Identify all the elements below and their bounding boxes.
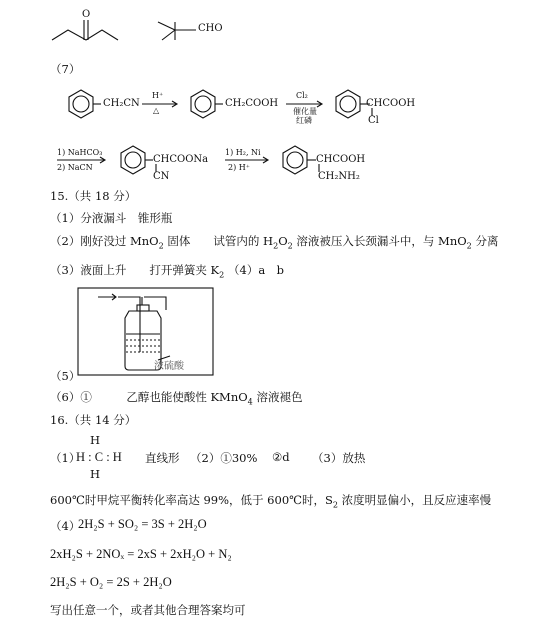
arrow-2-reagent: Cl₂ (296, 91, 308, 100)
substance-3-substituent: Cl (368, 115, 379, 126)
item-7-label: （7） (50, 62, 81, 76)
equation-3: 2H₂S + O₂ = 2S + 2H₂O (50, 575, 172, 589)
q15-answer-2: （2）刚好没过 MnO$_2$ 固体 试管内的 $H_2O_2$ 溶液被压入长颈漏斗中，与 MnO$_2$ 分离 (50, 234, 499, 251)
benzene-ring-1 (69, 90, 101, 118)
arrow-4-step1: 1) H₂, Ni (225, 148, 261, 157)
q16-answer-3: （3）放热 (312, 451, 366, 465)
arrow-3-step1: 1) NaHCO₃ (57, 148, 103, 157)
substance-2-group: CH₂COOH (225, 98, 279, 109)
lewis-structure: H : C : H (76, 450, 122, 464)
arrow-4-step2: 2) H⁺ (228, 163, 250, 172)
q16-answer-1-label: （1） (50, 451, 81, 465)
q16-answer-2: （2）①30% (190, 451, 258, 465)
lewis-top-h: H (90, 433, 101, 447)
benzene-ring-4 (121, 146, 156, 174)
arrow-1 (142, 101, 177, 107)
arrow-1-condition: △ (153, 106, 160, 115)
q15-answer-3: （3）液面上升 打开弹簧夹 $K_2$ (50, 263, 225, 280)
lewis-bottom-h: H (90, 467, 101, 481)
pivaldehyde-skeleton (158, 22, 196, 40)
substance-1-group: CH₂CN (103, 98, 140, 109)
q16-heading: 16.（共 14 分） (50, 413, 137, 427)
substance-5-substituent: CH₂NH₂ (318, 171, 360, 182)
equation-1: 2H₂S + SO₂ = 3S + 2H₂O (78, 517, 207, 531)
q16-note: 600℃时甲烷平衡转化率高达 99%，低于 600℃时，$S_2$ 浓度明显偏小，且反应速率慢 (50, 493, 492, 510)
q15-answer-6: （6）① 乙醇也能使酸性 KMnO$_4$ 溶液褪色 (50, 390, 303, 407)
q15-answer-4: （4）a b (228, 263, 285, 277)
substance-5-group: CHCOOH (316, 154, 366, 165)
arrow-2-phosphorus: 红磷 (296, 116, 312, 125)
q16-answer-2b: ②d (272, 450, 290, 464)
benzene-ring-2 (191, 90, 223, 118)
arrow-3-step2: 2) NaCN (57, 163, 93, 172)
q15-answer-1: （1）分液漏斗 锥形瓶 (50, 211, 173, 225)
answer-footer-note: 写出任意一个，或者其他合理答案均可 (50, 603, 246, 617)
ketone-skeleton (52, 20, 118, 40)
q15-heading: 15.（共 18 分） (50, 189, 137, 203)
cho-label: CHO (198, 23, 223, 34)
arrow-1-reagent: H⁺ (152, 91, 164, 100)
ketone-oxygen-label: O (82, 9, 91, 20)
benzene-ring-5 (283, 146, 319, 174)
substance-4-group: CHCOONa (153, 154, 209, 165)
arrow-2-catalyst: 催化量 (293, 107, 317, 116)
q16-answer-4-label: （4） (50, 519, 81, 533)
equation-2: 2xH₂S + 2NOₓ = 2xS + 2xH₂O + N₂ (50, 547, 232, 561)
bottle-label: 浓硫酸 (154, 361, 184, 372)
substance-4-substituent: CN (153, 171, 170, 182)
q15-answer-5: （5） (50, 369, 81, 383)
gas-washing-bottle (78, 288, 213, 375)
q16-answer-1-shape: 直线形 (145, 451, 180, 465)
substance-3-group: CHCOOH (366, 98, 416, 109)
